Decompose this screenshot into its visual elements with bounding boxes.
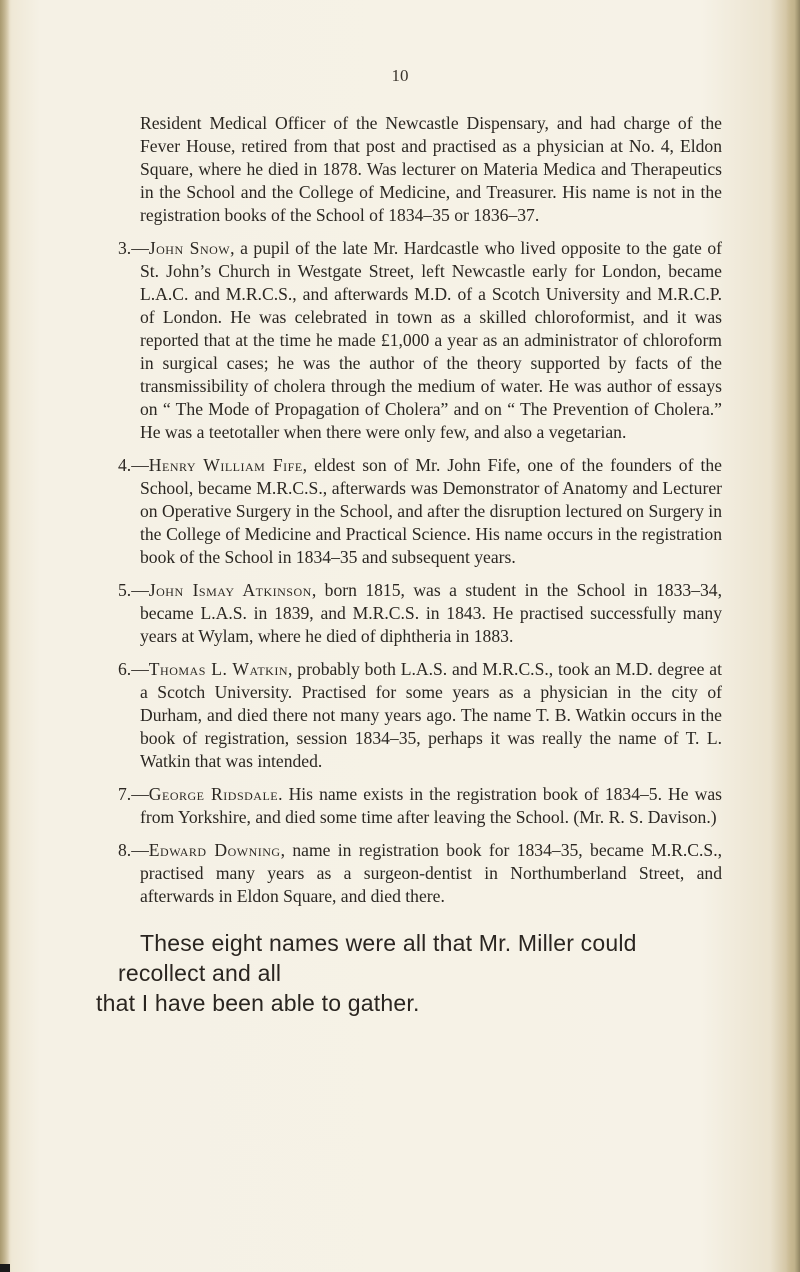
entry-number: 3.— (118, 238, 149, 258)
entry-name: John Snow (148, 238, 231, 258)
entry-3 (118, 237, 722, 444)
page-body (96, 112, 722, 1018)
entry-8 (118, 839, 722, 908)
entry-number: 4.— (118, 455, 149, 475)
entry-number: 6.— (118, 659, 149, 679)
scan-corner-mark (0, 1264, 10, 1272)
entry-name: John Ismay Atkinson (148, 580, 312, 600)
closing-line-1: These eight names were all that Mr. Miller could recollect and all (118, 930, 637, 986)
page-edge (786, 0, 800, 1272)
closing-line-2: that I have been able to gather. (96, 990, 420, 1016)
entry-name: Edward Downing (148, 840, 281, 860)
entry-4 (118, 454, 722, 569)
entry-number: 7.— (118, 784, 149, 804)
entry-text: , born 1815, was a student in the School in 1833–34, became L.A.S. in 1839, and M.R.C.S. in 1843. He practised successfully many years at Wylam, where he died of diphtheria in 1883. (140, 580, 722, 646)
entry-text: , a pupil of the late Mr. Hardcastle who lived opposite to the gate of St. John’s Church in Westgate Street, left Newcastle early for London, became L.A.C. and M.R.C.S., and afterwards M.D. of a Scotch University and M.R.C.P. of London. He was celebrated in town as a skilled chloroformist, and it was reported that at the time he made £1,000 a year as an administrator of chloroform in surgical cases; he was the author of the theory supported by facts of the transmissibility of cholera through the medium of water. He was author of essays on “ The Mode of Propagation of Cholera” and on “ The Prevention of Cholera.” He was a teetotaller when there were only few, and also a vegetarian. (140, 238, 722, 442)
entry-7 (118, 783, 722, 829)
closing-statement (96, 928, 722, 1018)
entry-number: 8.— (118, 840, 149, 860)
entry-name: George Ridsdale (148, 784, 279, 804)
entry-text: . His name exists in the registration book of 1834–5. He was from Yorkshire, and died some time after leaving the School. (Mr. R. S. Davison.) (140, 784, 722, 827)
entry-6 (118, 658, 722, 773)
entry-number: 5.— (118, 580, 149, 600)
entry-text: , probably both L.A.S. and M.R.C.S., took an M.D. degree at a Scotch University. Practised for some years as a physician in the city of Durham, and died there not many years ago. The name T. B. Watkin occurs in the book of registration, session 1834–35, perhaps it was really the name of T. L. Watkin that was intended. (140, 659, 722, 771)
entry-name: Thomas L. Watkin (148, 659, 288, 679)
intro-paragraph: Resident Medical Officer of the Newcastle Dispensary, and had charge of the Fever House, retired from that post and practised as a physician at No. 4, Eldon Square, where he died in 1878. Was lecturer on Materia Medica and Therapeutics in the School and the College of Medicine, and Treasurer. His name is not in the registration books of the School of 1834–35 or 1836–37. (140, 113, 722, 225)
page-number: 10 (391, 66, 409, 85)
gutter-shadow (0, 0, 10, 1272)
entry-5 (118, 579, 722, 648)
entry-text: , eldest son of Mr. John Fife, one of the founders of the School, became M.R.C.S., afterwards was Demonstrator of Anatomy and Lecturer on Operative Surgery in the School, and after the disruption lectured on Surgery in the College of Medicine and Practical Science. His name occurs in the registration book of the School in 1834–35 and subsequent years. (140, 455, 722, 567)
entry-name: Henry William Fife (148, 455, 303, 475)
entry-text: , name in registration book for 1834–35, became M.R.C.S., practised many years as a surgeon-dentist in Northumberland Street, and afterwards in Eldon Square, and died there. (140, 840, 722, 906)
